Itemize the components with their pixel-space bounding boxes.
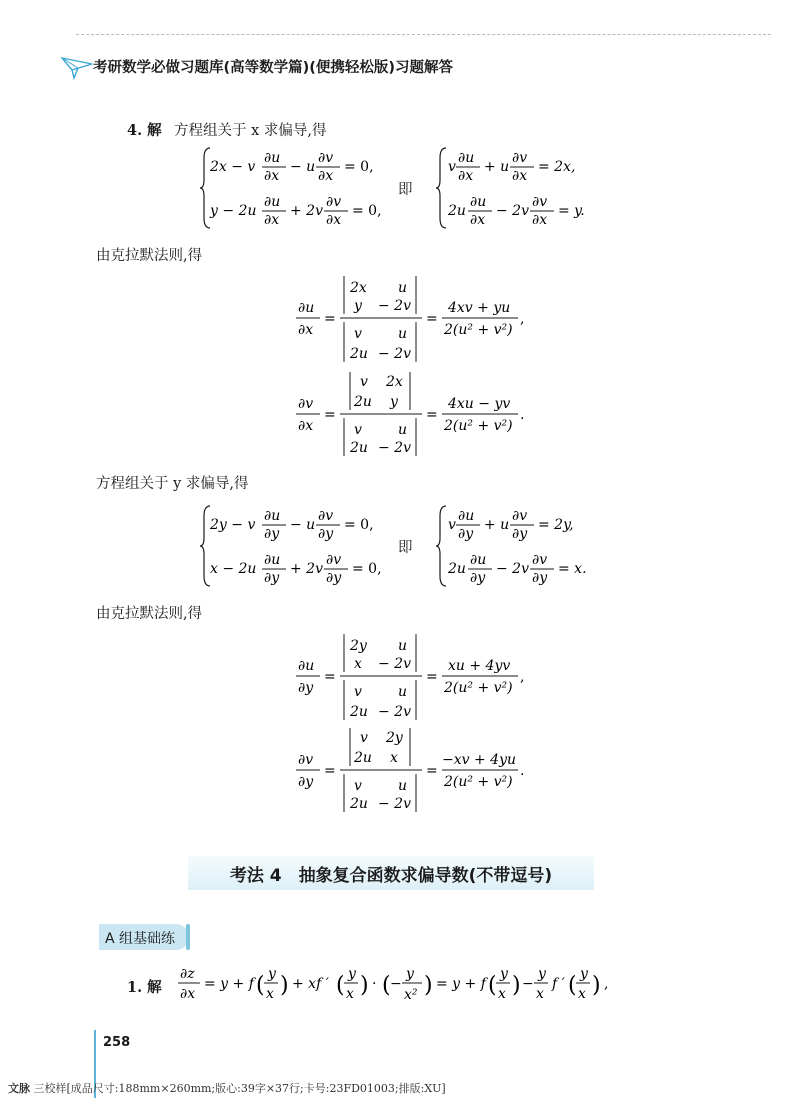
svg-text:=: = [324,407,336,423]
svg-text:∂y: ∂y [264,570,280,586]
svg-text:x: x [536,986,544,1002]
svg-text:− 2v: − 2v [378,656,411,672]
svg-text:+ u: + u [484,517,510,533]
dv-dx-determinant [296,368,536,460]
svg-text:2(u² + v²): 2(u² + v²) [444,680,513,696]
svg-text:∂y: ∂y [470,570,486,586]
equivalence-word-x: 即 [398,182,413,198]
question-4-intro: 方程组关于 x 求偏导,得 [174,123,327,139]
header-divider [76,34,771,35]
svg-text:= x.: = x. [558,561,587,577]
svg-text:∂v: ∂v [326,194,342,210]
svg-text:∂x: ∂x [512,168,528,184]
svg-text:v: v [360,374,368,390]
du-dx-determinant [296,272,536,368]
svg-text:∂v: ∂v [318,150,334,166]
svg-text:2u: 2u [350,440,368,456]
svg-text:u: u [398,684,408,700]
svg-text:·: · [372,976,377,992]
svg-text:,: , [520,311,525,327]
group-tag [99,924,189,950]
svg-text:2y: 2y [386,730,403,746]
svg-text:f ′: f ′ [552,976,565,992]
svg-text:=: = [324,763,336,779]
svg-text:2u: 2u [448,203,466,219]
svg-text:− 2v: − 2v [496,561,529,577]
svg-text:= 0,: = 0, [352,203,382,219]
svg-text:= 2x,: = 2x, [538,159,576,175]
svg-text:∂x: ∂x [318,168,334,184]
svg-text:∂x: ∂x [326,212,342,228]
svg-text:): ) [512,973,521,998]
brand-name: 文脉 [8,1082,30,1095]
svg-text:∂y: ∂y [298,680,314,696]
system-equations-y [200,502,590,590]
svg-text:v: v [360,730,368,746]
svg-text:u: u [398,638,408,654]
svg-text:2y − v: 2y − v [210,517,256,533]
svg-text:y: y [390,394,398,410]
svg-text:=: = [426,763,438,779]
svg-text:): ) [424,973,433,998]
svg-text:∂v: ∂v [532,552,548,568]
print-info: 三校样[成品尺寸:188mm×260mm;版心:39字×37行;卡号:23FD01003;排版:XU] [33,1082,446,1095]
svg-text:,: , [520,669,525,685]
svg-text:∂u: ∂u [264,552,281,568]
svg-text:∂u: ∂u [470,552,487,568]
svg-text:−: − [390,976,402,992]
svg-text:∂v: ∂v [532,194,548,210]
group-tag-accent [186,924,190,950]
svg-text:): ) [592,973,601,998]
svg-text:2x: 2x [350,280,367,296]
svg-text:4xv + yu: 4xv + yu [448,300,511,316]
svg-text:− 2v: − 2v [378,796,411,812]
running-header [60,50,760,82]
group-label: A 组基础练 [105,931,176,947]
svg-text:= 2y,: = 2y, [538,517,574,533]
svg-text:y: y [348,966,356,982]
svg-text:∂y: ∂y [318,526,334,542]
question-1-formula [176,962,616,1010]
cramer-rule-line-x: 由克拉默法则,得 [96,248,203,264]
svg-text:∂v: ∂v [318,508,334,524]
svg-text:∂y: ∂y [512,526,528,542]
svg-text:y: y [538,966,546,982]
svg-text:.: . [520,407,525,423]
svg-text:4xu − yv: 4xu − yv [448,396,511,412]
svg-text:(: ( [568,973,577,998]
svg-text:x²: x² [404,987,418,1003]
header-title: 考研数学必做习题库(高等数学篇)(便携轻松版)习题解答 [93,60,454,76]
svg-text:y: y [406,966,414,982]
svg-text:y − 2u: y − 2u [210,203,257,219]
svg-text:∂u: ∂u [264,150,281,166]
svg-text:∂u: ∂u [458,150,475,166]
svg-text:,: , [604,976,609,992]
svg-text:∂x: ∂x [298,418,314,434]
cramer-rule-line-y: 由克拉默法则,得 [96,606,203,622]
svg-text:∂u: ∂u [458,508,475,524]
question-4-label: 4. 解 [127,122,162,139]
svg-text:∂u: ∂u [264,194,281,210]
svg-text:− u: − u [290,517,316,533]
svg-text:− 2v: − 2v [378,346,411,362]
svg-text:∂y: ∂y [532,570,548,586]
svg-text:u: u [398,422,408,438]
paper-plane-icon [60,50,94,80]
svg-text:(: ( [256,973,265,998]
svg-text:− 2v: − 2v [378,440,411,456]
svg-text:x: x [498,986,506,1002]
svg-text:u: u [398,778,408,794]
svg-text:x: x [266,986,274,1002]
svg-text:v: v [354,326,362,342]
svg-text:+ 2v: + 2v [290,561,323,577]
svg-text:∂u: ∂u [298,300,315,316]
svg-text:(: ( [488,973,497,998]
svg-text:2u: 2u [350,796,368,812]
svg-text:∂x: ∂x [264,168,280,184]
equivalence-word-y: 即 [398,540,413,556]
svg-text:− 2v: − 2v [378,704,411,720]
svg-text:= y + f: = y + f [204,976,254,992]
svg-text:= 0,: = 0, [344,159,374,175]
svg-text:∂z: ∂z [180,966,195,982]
svg-text:+ xf ′: + xf ′ [292,976,329,992]
svg-text:∂y: ∂y [326,570,342,586]
print-metadata [8,1080,446,1096]
svg-text:xu + 4yv: xu + 4yv [448,658,511,674]
svg-text:2u: 2u [448,561,466,577]
question-4-intro-y: 方程组关于 y 求偏导,得 [96,476,249,492]
svg-text:= y + f: = y + f [436,976,486,992]
svg-text:= y.: = y. [558,203,585,219]
svg-text:2x − v: 2x − v [210,159,256,175]
svg-text:∂v: ∂v [298,396,314,412]
svg-text:− 2v: − 2v [378,298,411,314]
section-heading-bar [188,856,594,890]
svg-text:y: y [354,298,362,314]
svg-text:u: u [398,326,408,342]
svg-text:2u: 2u [350,346,368,362]
svg-text:2(u² + v²): 2(u² + v²) [444,322,513,338]
svg-text:y: y [268,966,276,982]
svg-text:x: x [578,986,586,1002]
svg-text:x: x [354,656,362,672]
svg-text:2x: 2x [386,374,403,390]
svg-text:∂y: ∂y [264,526,280,542]
svg-text:∂u: ∂u [298,658,315,674]
svg-text:∂v: ∂v [298,752,314,768]
svg-text:v: v [448,159,456,175]
svg-text:=: = [426,311,438,327]
svg-text:(: ( [336,973,345,998]
svg-text:∂x: ∂x [180,986,196,1002]
svg-text:v: v [354,778,362,794]
svg-text:+ 2v: + 2v [290,203,323,219]
svg-text:−: − [522,976,534,992]
svg-text:=: = [426,669,438,685]
svg-text:u: u [398,280,408,296]
svg-text:): ) [360,973,369,998]
page-number: 258 [103,1035,131,1050]
section-title: 考法 4 抽象复合函数求偏导数(不带逗号) [229,866,553,886]
svg-text:2(u² + v²): 2(u² + v²) [444,774,513,790]
svg-text:= 0,: = 0, [352,561,382,577]
svg-text:2u: 2u [350,704,368,720]
svg-text:=: = [426,407,438,423]
svg-text:v: v [448,517,456,533]
svg-text:= 0,: = 0, [344,517,374,533]
svg-text:∂v: ∂v [512,150,528,166]
svg-text:− 2v: − 2v [496,203,529,219]
du-dy-determinant [296,630,536,726]
svg-text:− u: − u [290,159,316,175]
svg-text:x: x [346,986,354,1002]
svg-text:=: = [324,311,336,327]
svg-text:2u: 2u [354,750,372,766]
svg-text:2y: 2y [350,638,367,654]
svg-text:y: y [500,966,508,982]
svg-text:2u: 2u [354,394,372,410]
svg-text:=: = [324,669,336,685]
svg-text:2(u² + v²): 2(u² + v²) [444,418,513,434]
svg-text:∂x: ∂x [458,168,474,184]
svg-text:∂v: ∂v [512,508,528,524]
system-equations-x [200,144,590,232]
svg-text:∂y: ∂y [458,526,474,542]
svg-text:.: . [520,763,525,779]
svg-text:∂u: ∂u [470,194,487,210]
svg-text:x: x [390,750,398,766]
svg-text:∂v: ∂v [326,552,342,568]
svg-text:∂u: ∂u [264,508,281,524]
svg-text:): ) [280,973,289,998]
svg-text:∂x: ∂x [470,212,486,228]
svg-text:v: v [354,684,362,700]
svg-text:+ u: + u [484,159,510,175]
svg-text:v: v [354,422,362,438]
question-1-label: 1. 解 [127,979,162,996]
svg-text:−xv + 4yu: −xv + 4yu [442,752,516,768]
svg-text:∂x: ∂x [298,322,314,338]
svg-text:y: y [580,966,588,982]
svg-text:∂x: ∂x [532,212,548,228]
svg-text:x − 2u: x − 2u [210,561,257,577]
svg-text:∂x: ∂x [264,212,280,228]
svg-text:∂y: ∂y [298,774,314,790]
dv-dy-determinant [296,724,536,816]
svg-text:(: ( [382,973,391,998]
